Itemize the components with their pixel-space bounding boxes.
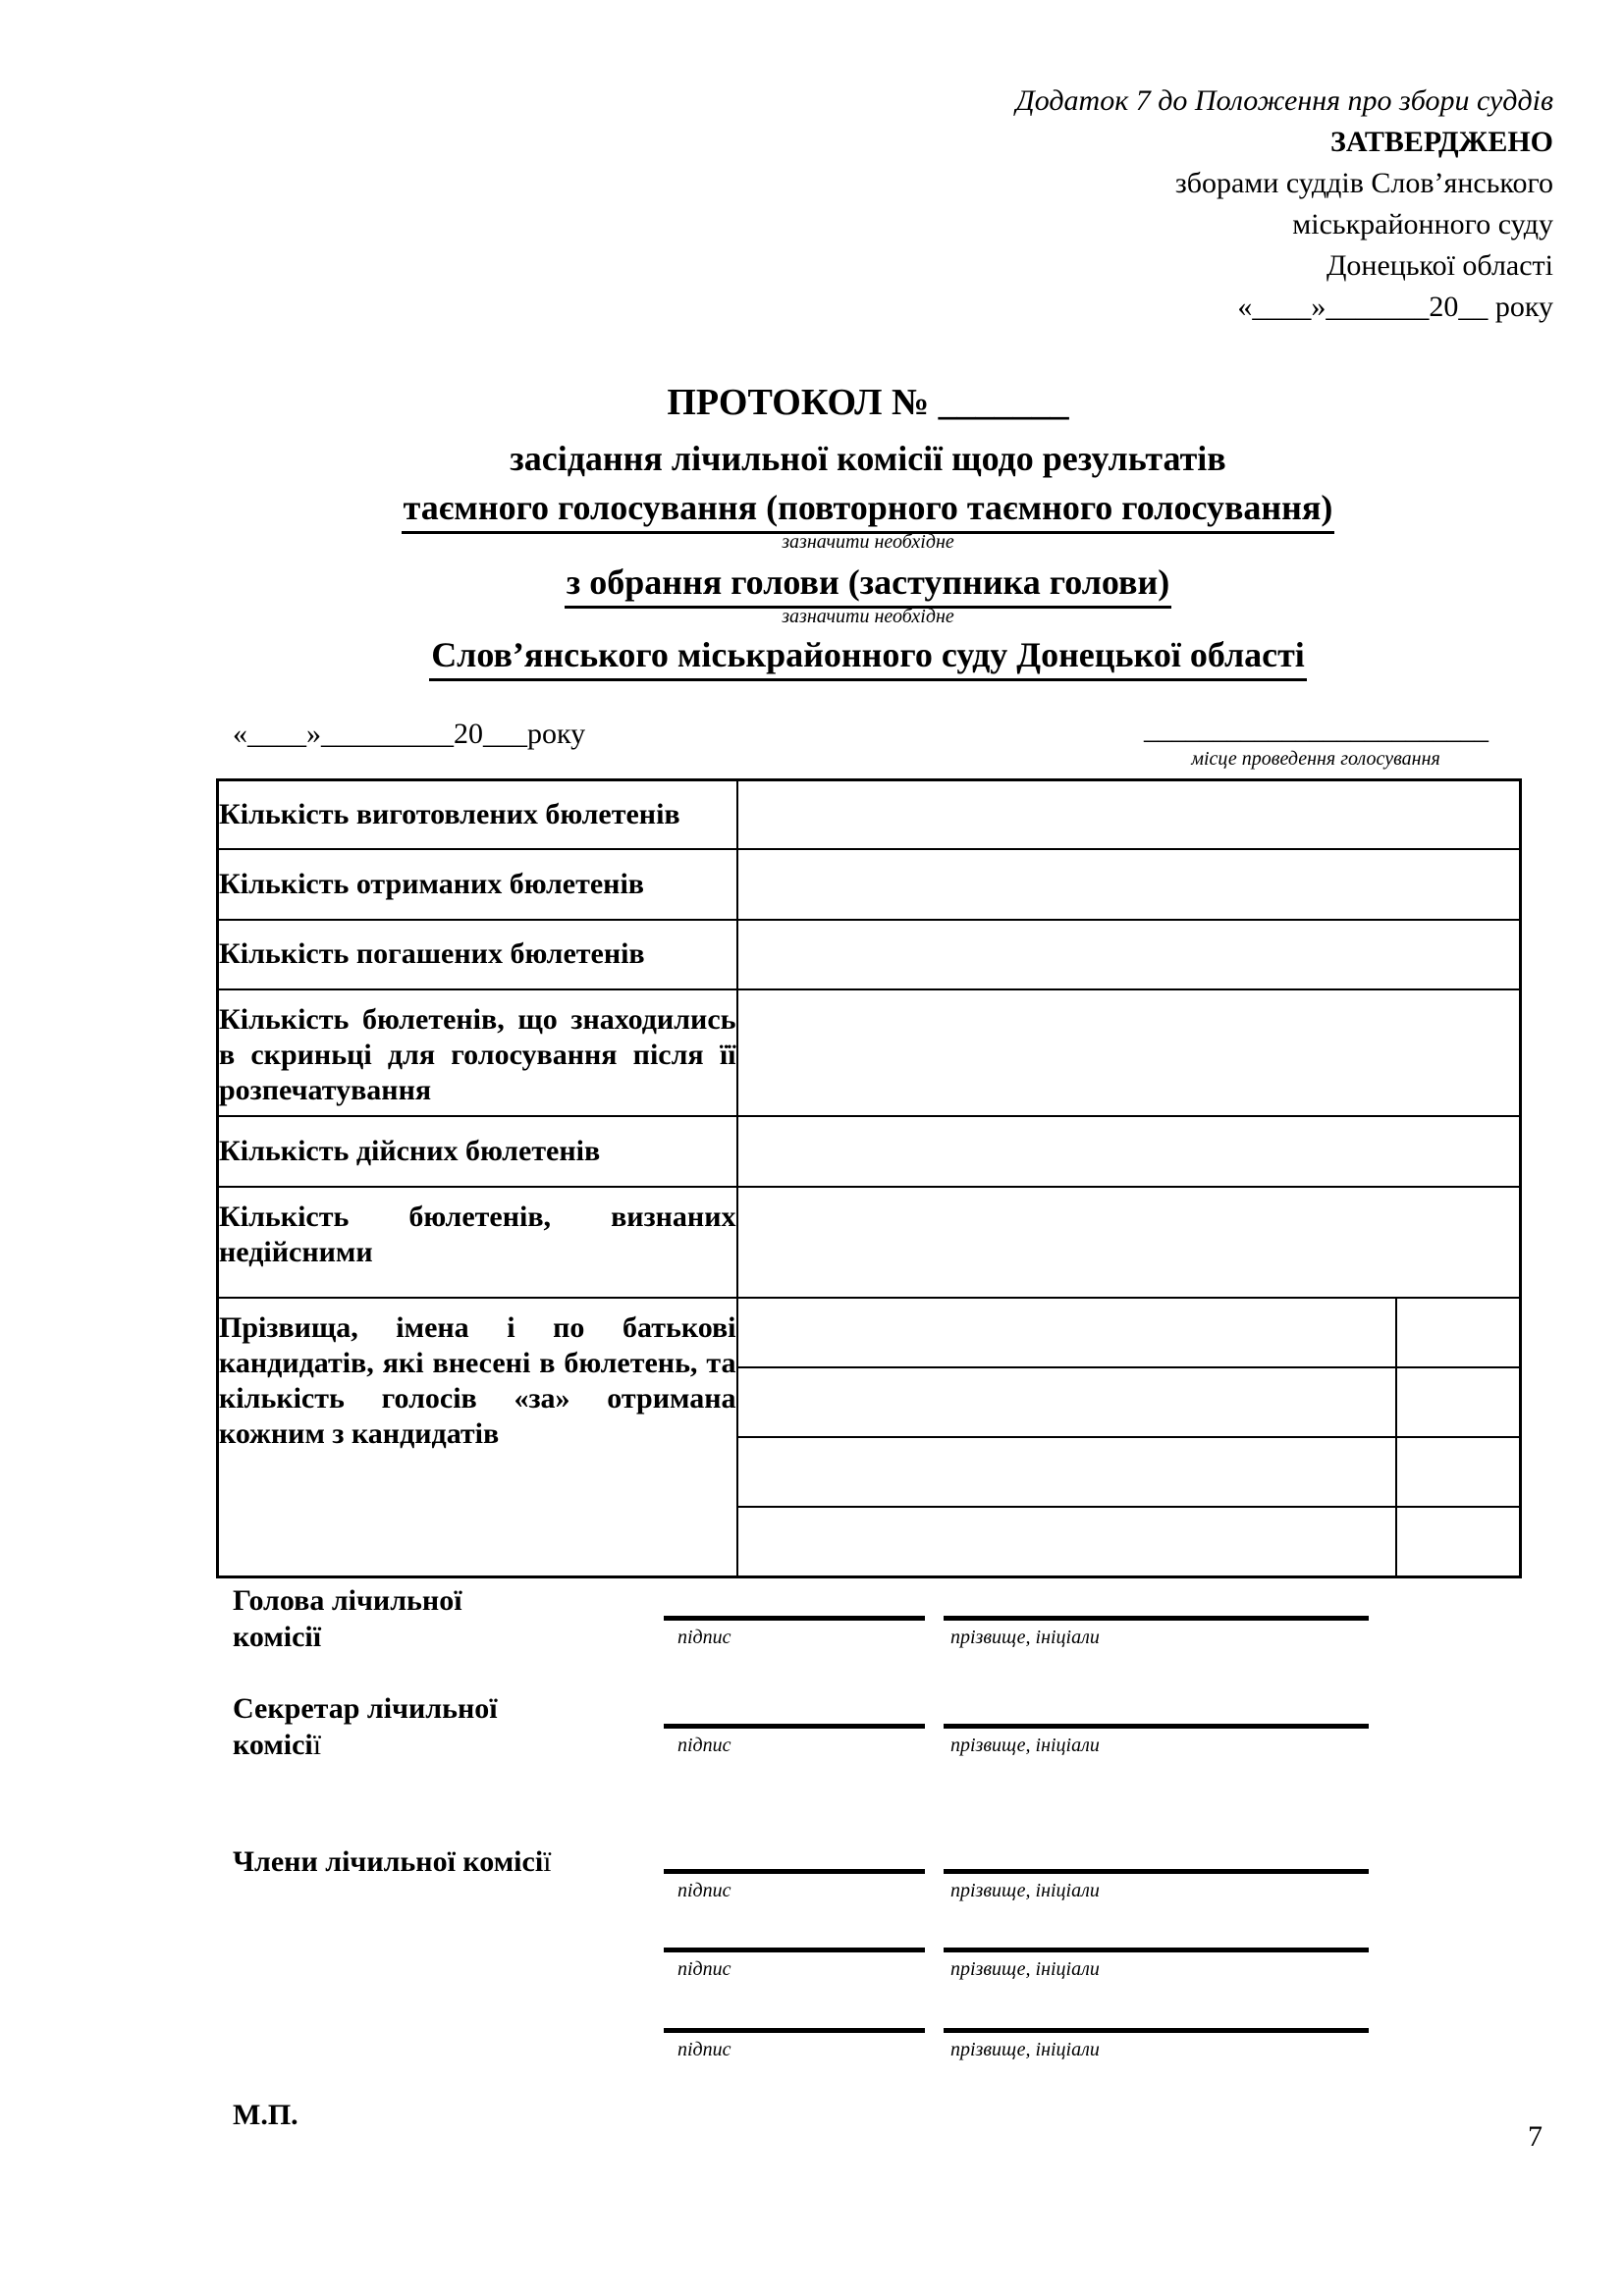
candidate-name-cell-3 [737, 1437, 1396, 1507]
name-caption: прізвище, ініціали [950, 1627, 1100, 1648]
signature-line-secretary-sign [664, 1724, 925, 1757]
approval-header [1016, 80, 1553, 328]
value-cell-ballots-invalid [737, 1187, 1521, 1298]
secretary-label-bold: Секретар лічильної комісі [233, 1692, 498, 1761]
row-label-ballots-valid: Кількість дійсних бюлетенів [218, 1116, 737, 1187]
candidate-votes-cell-4 [1396, 1507, 1521, 1577]
value-cell-ballots-valid [737, 1116, 1521, 1187]
voting-place-block [1129, 713, 1502, 771]
members-label-tail: ї [543, 1845, 552, 1878]
election-subject-underlined: з обрання голови (заступника голови) [565, 561, 1171, 609]
signature-rule [944, 1948, 1369, 1952]
candidate-name-cell-4 [737, 1507, 1396, 1577]
election-subject-line [216, 561, 1520, 609]
name-caption: прізвище, ініціали [950, 1958, 1100, 1980]
approved-by-line-2: міськрайонного суду [1292, 208, 1553, 240]
voting-type-line [216, 487, 1520, 534]
table-row [218, 849, 1521, 920]
value-cell-ballots-in-box [737, 989, 1521, 1116]
candidate-name-cell-2 [737, 1367, 1396, 1437]
approved-by-line-1: зборами суддів Слов’янського [1174, 167, 1553, 199]
signature-rule [664, 1616, 925, 1621]
signature-caption: підпис [677, 1735, 731, 1756]
row-label-ballots-invalid: Кількість бюлетенів, визнаних недійсними [218, 1187, 737, 1298]
ballots-table [216, 778, 1522, 1578]
signature-rule [944, 1869, 1369, 1874]
table-row [218, 1187, 1521, 1298]
signature-caption: підпис [677, 1958, 731, 1980]
voting-place-blank-line: _________________________ [1144, 713, 1488, 745]
signature-rule [944, 2028, 1369, 2033]
table-row [218, 1298, 1521, 1367]
signature-line-member2-sign [664, 1948, 925, 1981]
protocol-date-blank: «____»_________20___року [233, 718, 586, 750]
name-caption: прізвище, ініціали [950, 2039, 1100, 2060]
page-number: 7 [1528, 2120, 1543, 2153]
signature-rule [664, 1948, 925, 1952]
signature-line-member1-name [944, 1869, 1369, 1902]
signature-rule [664, 1869, 925, 1874]
signature-line-member3-name [944, 2028, 1369, 2061]
signature-rule [664, 2028, 925, 2033]
candidate-votes-cell-2 [1396, 1367, 1521, 1437]
note-select-applicable-1: зазначити необхідне [782, 531, 954, 553]
table-row [218, 780, 1521, 849]
table-row [218, 920, 1521, 989]
voting-type-underlined: таємного голосування (повторного таємного голосування) [402, 487, 1335, 534]
signature-line-head-sign [664, 1616, 925, 1649]
signature-rule [944, 1724, 1369, 1729]
name-caption: прізвище, ініціали [950, 1880, 1100, 1901]
protocol-title: ПРОТОКОЛ № _______ [667, 382, 1069, 423]
row-label-candidates: Прізвища, імена і по батькові кандидатів, які внесені в бюлетень, та кількість голосів «за» отримана кожним з кандидатів [218, 1298, 737, 1577]
value-cell-ballots-cancelled [737, 920, 1521, 989]
row-label-ballots-made: Кількість виготовлених бюлетенів [218, 780, 737, 849]
name-caption: прізвище, ініціали [950, 1735, 1100, 1756]
table-row [218, 1116, 1521, 1187]
signature-rule [944, 1616, 1369, 1621]
signature-rule [664, 1724, 925, 1729]
approved-label: ЗАТВЕРДЖЕНО [1330, 126, 1553, 158]
signature-line-head-name [944, 1616, 1369, 1649]
candidate-votes-cell-3 [1396, 1437, 1521, 1507]
secretary-of-commission-label [233, 1690, 547, 1763]
voting-place-caption: місце проведення голосування [1191, 748, 1440, 770]
table-row [218, 989, 1521, 1116]
signature-line-member3-sign [664, 2028, 925, 2061]
row-label-ballots-received: Кількість отриманих бюлетенів [218, 849, 737, 920]
row-label-ballots-cancelled: Кількість погашених бюлетенів [218, 920, 737, 989]
approved-by-line-3: Донецької області [1326, 249, 1553, 282]
head-of-commission-label: Голова лічильної комісії [233, 1584, 462, 1653]
row-label-ballots-in-box: Кількість бюлетенів, що знаходились в скриньці для голосування після її розпечатування [218, 989, 737, 1116]
appendix-line: Додаток 7 до Положення про збори суддів [1015, 84, 1553, 117]
session-subtitle: засідання лічильної комісії щодо результатів [510, 439, 1226, 478]
stamp-place-label: М.П. [233, 2099, 298, 2131]
secretary-label-tail: ї [312, 1729, 322, 1761]
court-name-underlined: Слов’янського міськрайонного суду Донецької області [429, 634, 1307, 681]
signature-line-secretary-name [944, 1724, 1369, 1757]
members-label-bold: Члени лічильної комісі [233, 1845, 544, 1878]
signature-line-member1-sign [664, 1869, 925, 1902]
candidate-votes-cell-1 [1396, 1298, 1521, 1367]
court-name-line [216, 634, 1520, 681]
signature-caption: підпис [677, 2039, 731, 2060]
signature-caption: підпис [677, 1627, 731, 1648]
approval-date-blank: «____»_______20__ року [1237, 291, 1553, 323]
signature-line-member2-name [944, 1948, 1369, 1981]
value-cell-ballots-received [737, 849, 1521, 920]
candidate-name-cell-1 [737, 1298, 1396, 1367]
note-select-applicable-2: зазначити необхідне [782, 606, 954, 627]
value-cell-ballots-made [737, 780, 1521, 849]
signature-caption: підпис [677, 1880, 731, 1901]
